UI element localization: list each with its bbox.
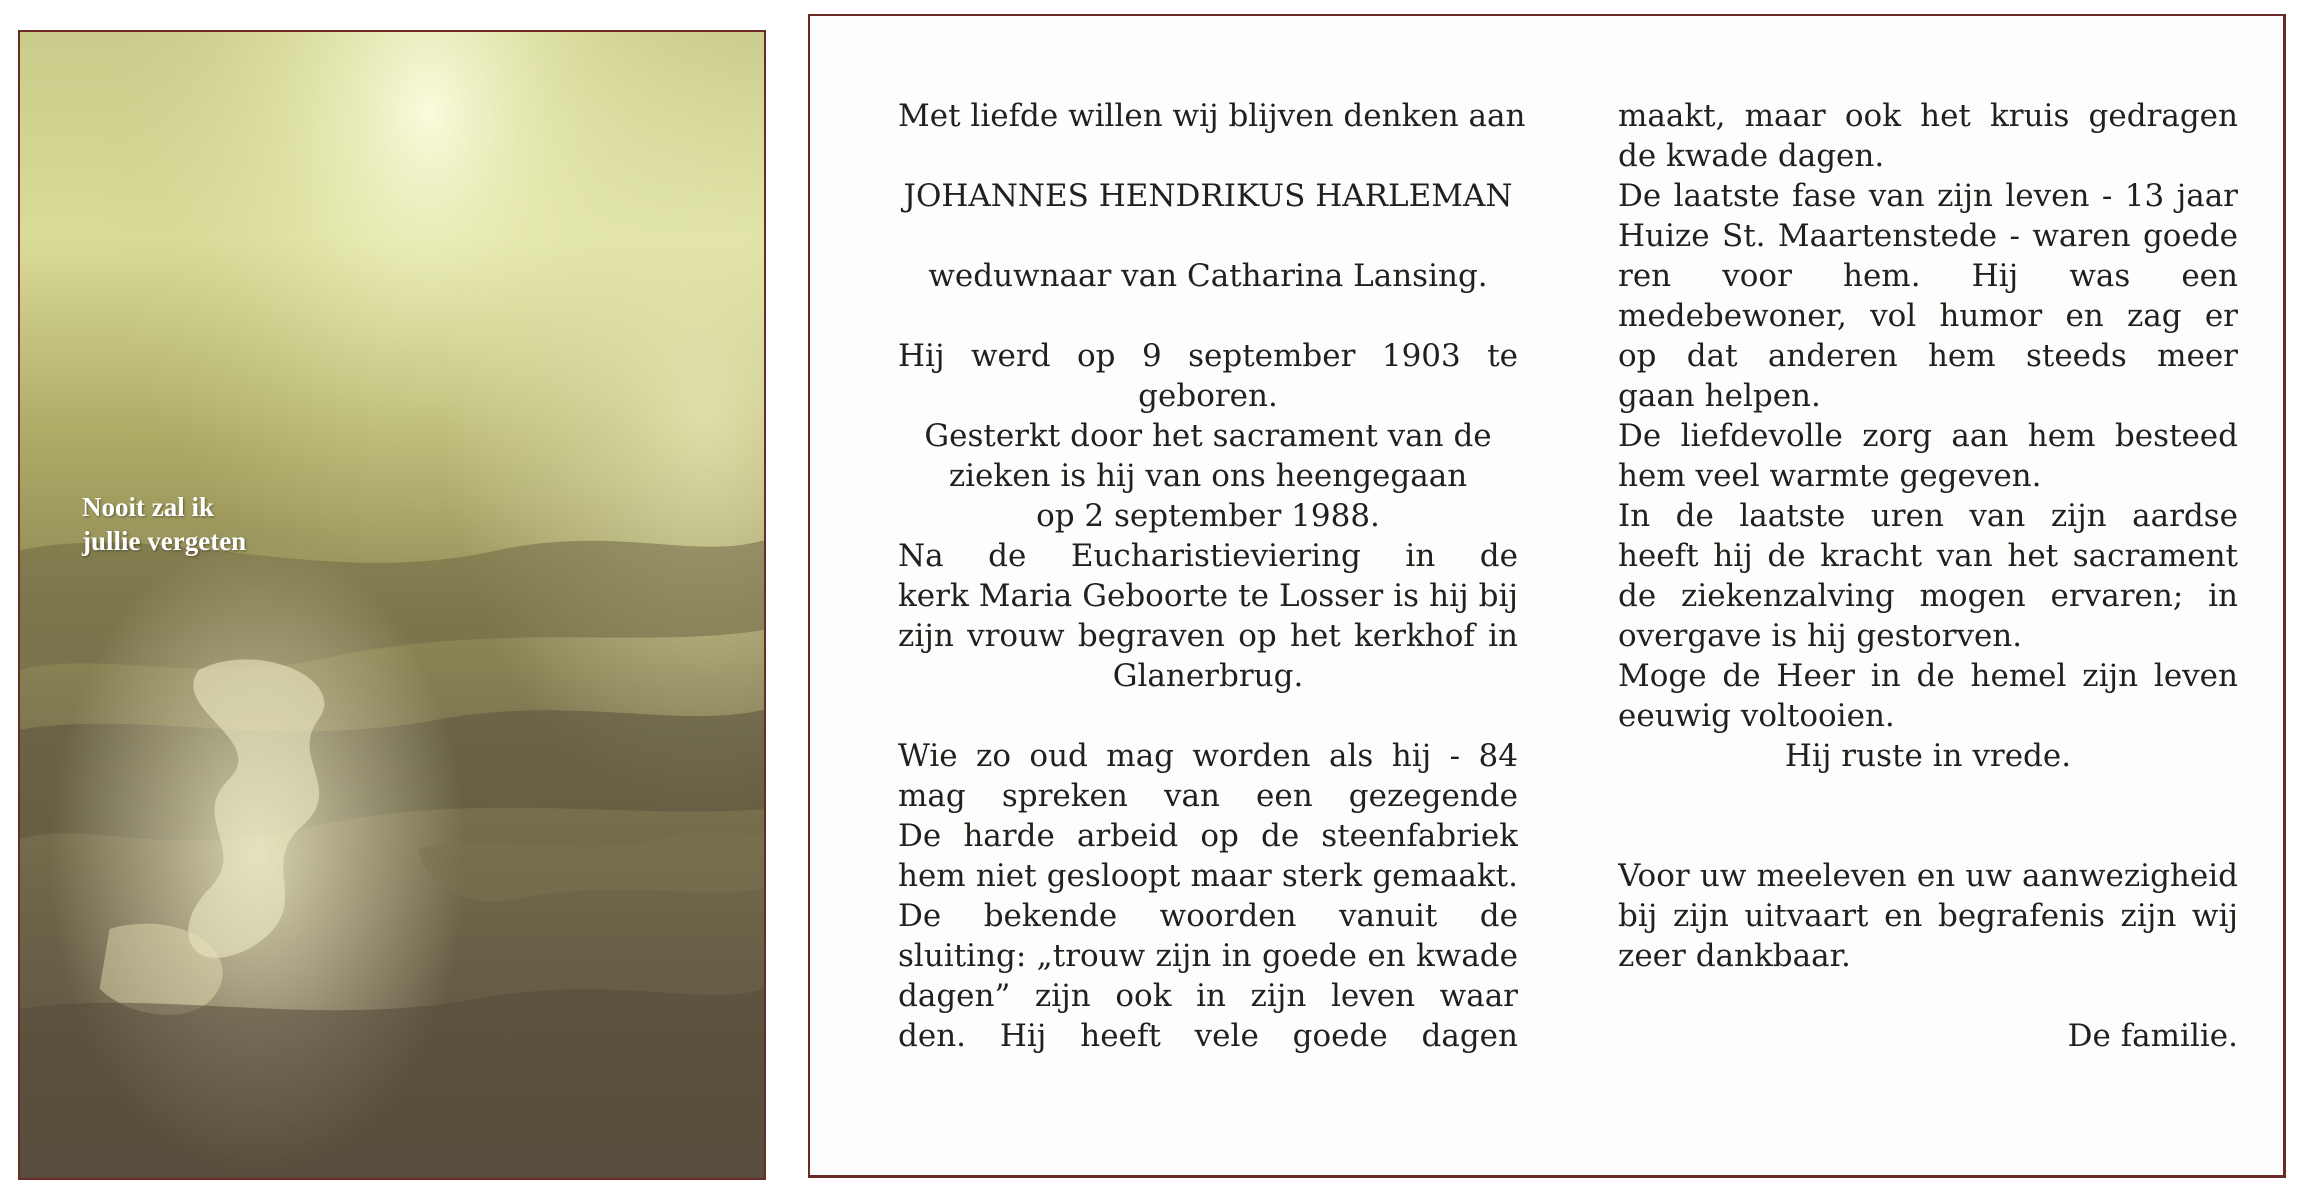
thanks-line: zeer dankbaar.	[1618, 938, 1851, 974]
bio-line: Hij werd op 9 september 1903 te	[898, 338, 1518, 374]
bio-line: zieken is hij van ons heengegaan	[948, 458, 1468, 494]
text-line: Moge de Heer in de hemel zijn leven	[1618, 658, 2238, 694]
thanks-line: bij zijn uitvaart en begrafenis zijn wij	[1618, 898, 2238, 934]
family-signature: De familie.	[2067, 1018, 2238, 1054]
memorial-card-cover	[18, 30, 766, 1180]
story-line: dagen” zijn ook in zijn leven waar	[898, 978, 1518, 1014]
closing-prayer: Hij ruste in vrede.	[1784, 738, 2072, 774]
text-line: Huize St. Maartenstede - waren goede	[1618, 218, 2238, 254]
bio-line: Gesterkt door het sacrament van de	[924, 418, 1492, 454]
story-line: den. Hij heeft vele goede dagen	[898, 1018, 1518, 1054]
text-line: maakt, maar ook het kruis gedragen	[1618, 98, 2238, 134]
intro-text: Met liefde willen wij blijven denken aan	[898, 98, 1526, 134]
story-line: mag spreken van een gezegende	[898, 778, 1518, 814]
right-column	[1618, 16, 2238, 1056]
bio-line: Glanerbrug.	[1112, 658, 1304, 694]
cover-verse	[82, 490, 246, 558]
text-line: de kwade dagen.	[1618, 138, 1885, 174]
story-line: sluiting: „trouw zijn in goede en kwade	[898, 938, 1518, 974]
text-line: In de laatste uren van zijn aardse	[1618, 498, 2238, 534]
story-line: hem niet gesloopt maar sterk gemaakt.	[898, 858, 1518, 894]
text-line: De liefdevolle zorg aan hem besteed	[1618, 418, 2238, 454]
bio-line: geboren.	[1138, 378, 1278, 414]
story-line: De bekende woorden vanuit de	[898, 898, 1518, 934]
text-line: overgave is hij gestorven.	[1618, 618, 2023, 654]
text-line: medebewoner, vol humor en zag er	[1618, 298, 2238, 334]
text-line: op dat anderen hem steeds meer	[1618, 338, 2238, 374]
thanks-block	[1618, 856, 2238, 976]
bio-line: zijn vrouw begraven op het kerkhof in	[898, 618, 1518, 654]
cover-verse-line: jullie vergeten	[82, 526, 247, 556]
continued-text-block	[1618, 96, 2238, 736]
text-line: eeuwig voltooien.	[1618, 698, 1895, 734]
text-line: ren voor hem. Hij was een	[1618, 258, 2238, 294]
text-line: de ziekenzalving mogen ervaren; in	[1618, 578, 2238, 614]
bio-line: op 2 september 1988.	[1036, 498, 1380, 534]
text-line: heeft hij de kracht van het sacrament	[1618, 538, 2238, 574]
misty-landscape-photo	[20, 32, 764, 1178]
text-line: gaan helpen.	[1618, 378, 1821, 414]
text-line: De laatste fase van zijn leven - 13 jaar	[1618, 178, 2238, 214]
bio-line: Na de Eucharistieviering in de	[898, 538, 1518, 574]
cover-verse-line: Nooit zal ik	[82, 492, 214, 522]
story-block	[898, 736, 1518, 1056]
biography-block	[898, 336, 1518, 696]
story-line: De harde arbeid op de steenfabriek	[898, 818, 1518, 854]
text-line: hem veel warmte gegeven.	[1618, 458, 2042, 494]
spouse-text: weduwnaar van Catharina Lansing.	[928, 258, 1488, 294]
memorial-card-inner	[808, 14, 2286, 1178]
thanks-line: Voor uw meeleven en uw aanwezigheid	[1618, 858, 2238, 894]
bio-line: kerk Maria Geboorte te Losser is hij bij	[898, 578, 1518, 614]
left-column	[898, 16, 1526, 1056]
story-line: Wie zo oud mag worden als hij - 84	[898, 738, 1518, 774]
deceased-name: JOHANNES HENDRIKUS HARLEMAN	[903, 178, 1513, 214]
